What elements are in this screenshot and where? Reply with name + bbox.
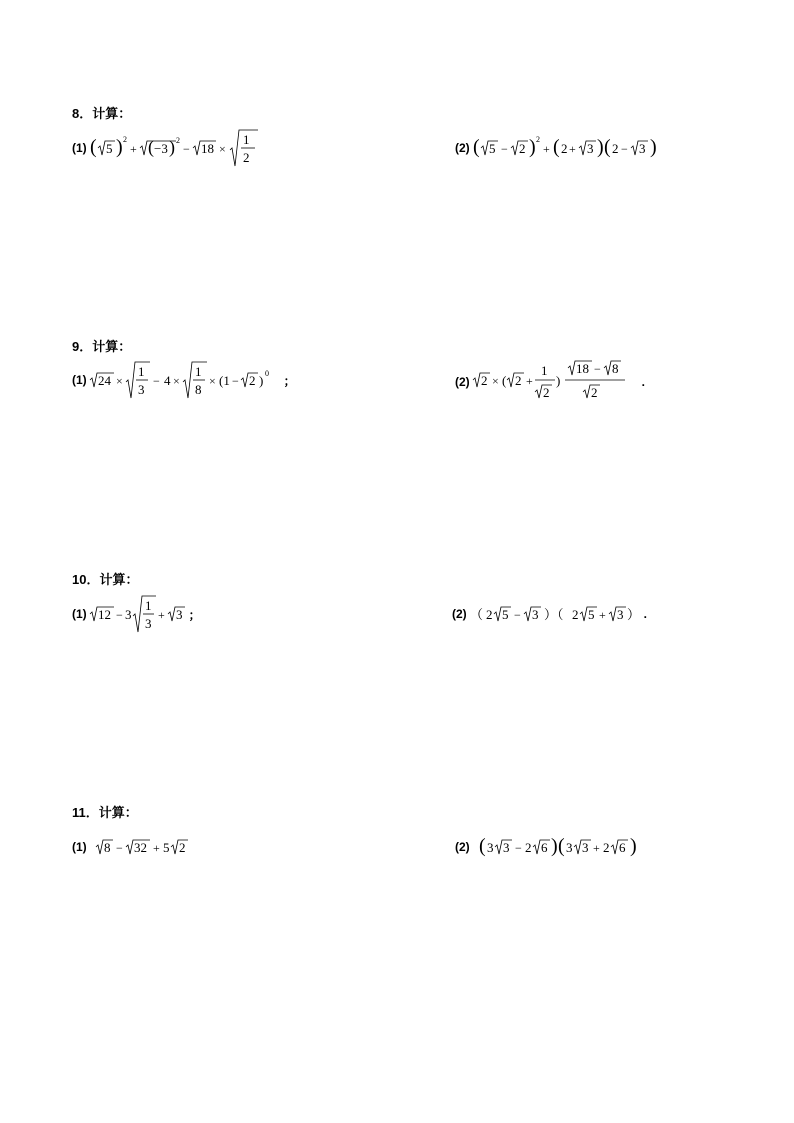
svg-text:18: 18	[200, 141, 214, 156]
svg-text:1: 1	[144, 598, 152, 613]
svg-text:5: 5	[501, 607, 509, 622]
question-10-part-2	[452, 594, 647, 634]
svg-text:2: 2	[611, 141, 619, 156]
svg-text:(: (	[472, 136, 480, 158]
svg-text:24: 24	[97, 373, 111, 388]
svg-text:+: +	[542, 142, 550, 156]
svg-text:0: 0	[264, 369, 269, 378]
question-11-part-1-formula	[96, 827, 206, 867]
svg-text:）（: ）（	[543, 607, 564, 622]
svg-text:2: 2	[535, 135, 540, 144]
question-9-part-2	[455, 360, 645, 404]
svg-text:）: ）	[626, 607, 640, 622]
svg-text:−: −	[500, 142, 508, 156]
svg-text:2: 2	[560, 141, 568, 156]
part-end-mark: ；	[188, 607, 201, 622]
svg-text:32: 32	[133, 840, 147, 855]
svg-text:(: (	[147, 137, 154, 157]
svg-text:6: 6	[540, 840, 548, 855]
svg-text:5: 5	[587, 607, 595, 622]
svg-text:−: −	[182, 142, 190, 156]
svg-text:1: 1	[540, 363, 548, 378]
svg-text:2: 2	[175, 136, 180, 145]
part-label: (2)	[455, 840, 470, 854]
svg-text:3: 3	[175, 607, 183, 622]
svg-text:−: −	[593, 362, 601, 376]
svg-text:（: （	[469, 607, 483, 622]
part-label: (1)	[72, 141, 87, 155]
part-end-mark: ；	[283, 373, 296, 388]
svg-text:+: +	[152, 841, 160, 855]
svg-text:−: −	[620, 142, 628, 156]
svg-text:(: (	[478, 835, 486, 857]
svg-text:−: −	[115, 608, 123, 622]
svg-text:−: −	[513, 608, 521, 622]
svg-text:3: 3	[581, 840, 589, 855]
question-11-part-2	[455, 827, 654, 867]
part-label: (1)	[72, 840, 87, 854]
svg-text:2: 2	[602, 840, 610, 855]
svg-text:2: 2	[518, 141, 526, 156]
question-10-part-1-formula	[90, 594, 185, 634]
svg-text:3: 3	[638, 141, 646, 156]
svg-text:): )	[550, 835, 558, 857]
svg-text:(: (	[89, 136, 97, 158]
question-11-part-2-formula	[479, 827, 654, 867]
svg-text:(: (	[557, 835, 565, 857]
svg-text:): )	[115, 136, 123, 158]
svg-text:(1: (1	[218, 373, 230, 388]
part-end-mark: .	[643, 607, 648, 621]
question-8-part-1	[72, 128, 265, 168]
question-8-part-1-formula	[90, 128, 265, 168]
question-9-part-1	[72, 360, 296, 400]
svg-text:): )	[528, 136, 536, 158]
svg-text:3: 3	[124, 607, 132, 622]
svg-text:1: 1	[194, 364, 202, 379]
svg-text:−: −	[231, 374, 239, 388]
svg-text:−: −	[514, 841, 522, 855]
svg-text:×: ×	[172, 374, 180, 388]
svg-text:(: (	[603, 136, 611, 158]
svg-text:+: +	[157, 608, 165, 622]
part-label: (1)	[72, 607, 87, 621]
svg-text:3: 3	[137, 382, 145, 397]
question-10-part-1	[72, 594, 201, 634]
svg-text:): )	[596, 136, 604, 158]
question-11-title: 11．计算：	[72, 805, 138, 820]
part-end-mark: .	[641, 375, 646, 389]
part-label: (2)	[455, 141, 470, 155]
question-9-title: 9．计算：	[72, 339, 132, 354]
svg-text:5: 5	[105, 141, 113, 156]
svg-text:): )	[555, 373, 561, 388]
svg-text:2: 2	[122, 135, 127, 144]
svg-text:(: (	[552, 136, 560, 158]
svg-text:+: +	[598, 608, 606, 622]
svg-text:2: 2	[242, 150, 250, 165]
part-label: (1)	[72, 373, 87, 387]
svg-text:3: 3	[565, 840, 573, 855]
svg-text:×: ×	[208, 374, 216, 388]
question-9-part-2-formula	[473, 360, 638, 404]
question-8-part-2	[455, 128, 668, 168]
svg-text:3: 3	[586, 141, 594, 156]
question-8-title: 8．计算：	[72, 106, 132, 121]
svg-text:8: 8	[611, 361, 619, 376]
svg-text:×: ×	[115, 374, 123, 388]
svg-text:5: 5	[162, 840, 170, 855]
svg-text:3: 3	[531, 607, 539, 622]
svg-text:2: 2	[514, 373, 522, 388]
svg-text:3: 3	[144, 616, 152, 631]
svg-text:12: 12	[97, 607, 111, 622]
svg-text:3: 3	[502, 840, 510, 855]
svg-text:8: 8	[103, 840, 111, 855]
svg-text:3: 3	[616, 607, 624, 622]
svg-text:1: 1	[242, 132, 250, 147]
svg-text:): )	[258, 373, 264, 388]
svg-text:2: 2	[248, 373, 256, 388]
question-9-part-1-formula	[90, 360, 280, 400]
question-10-part-2-formula	[470, 594, 640, 634]
question-11-part-1	[72, 827, 206, 867]
svg-text:×: ×	[491, 374, 499, 388]
svg-text:2: 2	[485, 607, 493, 622]
svg-text:2: 2	[178, 840, 186, 855]
svg-text:): )	[649, 136, 657, 158]
svg-text:2: 2	[571, 607, 579, 622]
svg-text:18: 18	[575, 361, 589, 376]
svg-text:5: 5	[488, 141, 496, 156]
svg-text:+: +	[568, 142, 576, 156]
svg-text:+: +	[525, 374, 533, 388]
svg-text:): )	[629, 835, 637, 857]
svg-text:2: 2	[590, 385, 598, 400]
svg-text:2: 2	[480, 373, 488, 388]
svg-text:×: ×	[218, 142, 226, 156]
svg-text:3: 3	[486, 840, 494, 855]
svg-text:1: 1	[137, 364, 145, 379]
svg-text:−: −	[152, 374, 160, 388]
svg-text:8: 8	[194, 382, 202, 397]
svg-text:−3: −3	[153, 141, 168, 156]
question-8-part-2-formula	[473, 128, 668, 168]
part-label: (2)	[452, 607, 467, 621]
svg-text:+: +	[129, 142, 137, 156]
svg-text:+: +	[592, 841, 600, 855]
svg-text:6: 6	[618, 840, 626, 855]
svg-text:4: 4	[163, 373, 171, 388]
question-10-title: 10．计算：	[72, 572, 139, 587]
svg-text:(: (	[501, 373, 507, 388]
svg-text:2: 2	[524, 840, 532, 855]
svg-text:2: 2	[542, 385, 550, 400]
svg-text:−: −	[115, 841, 123, 855]
svg-text:): )	[168, 137, 175, 157]
part-label: (2)	[455, 375, 470, 389]
